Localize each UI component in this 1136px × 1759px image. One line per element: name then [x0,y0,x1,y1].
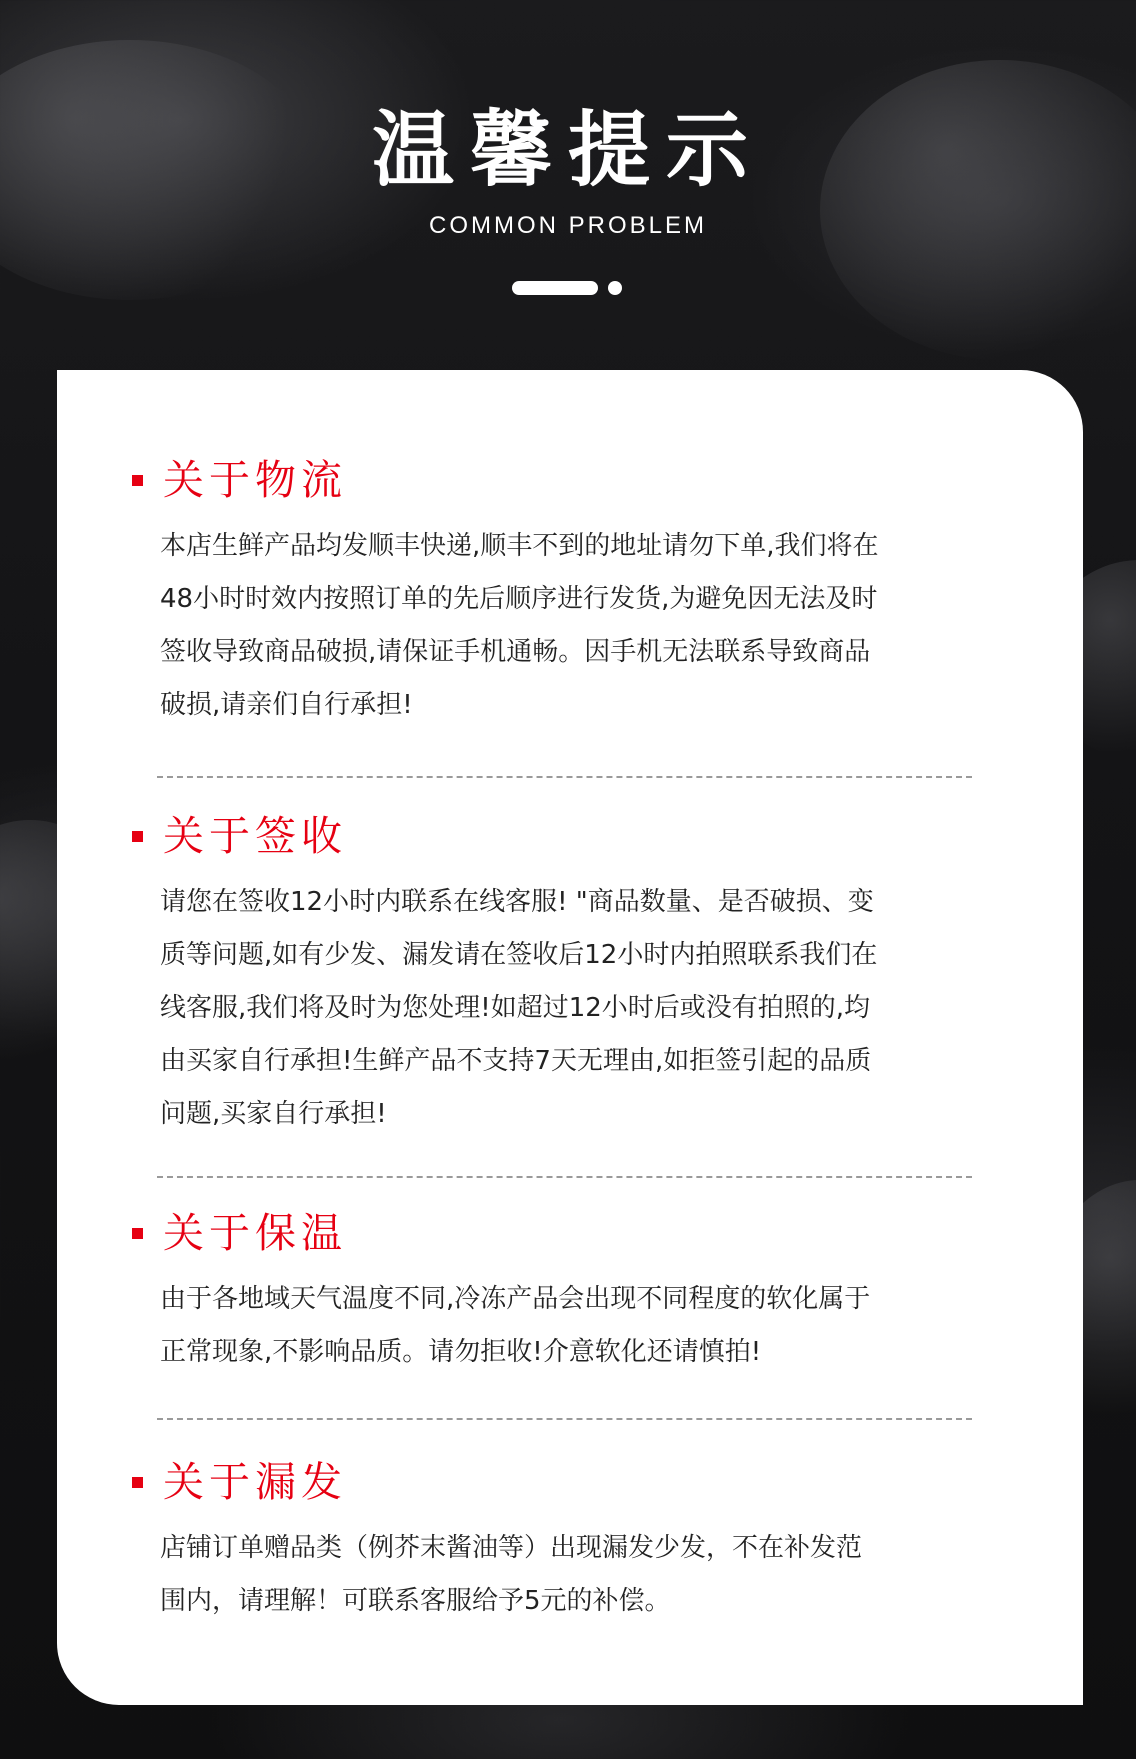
body-line: 问题,买家自行承担! [160,1099,387,1129]
body-line: 破损,请亲们自行承担! [160,690,413,720]
section-title: 关于漏发 [163,1458,347,1506]
body-line: 由于各地域天气温度不同,冷冻产品会出现不同程度的软化属于 [160,1284,871,1314]
title-decoration [512,281,622,295]
body-line: 围内，请理解！可联系客服给予5元的补偿。 [160,1586,671,1616]
section-heading [132,1203,347,1263]
page-title: 温馨提示 [371,102,764,198]
body-line: 本店生鲜产品均发顺丰快递,顺丰不到的地址请勿下单,我们将在 [160,531,879,561]
section-body [160,520,1060,732]
square-bullet-icon [132,1477,143,1488]
body-line: 店铺订单赠品类（例芥末酱油等）出现漏发少发，不在补发范 [160,1533,863,1563]
body-line: 请您在签收12小时内联系在线客服! "商品数量、是否破损、变 [160,887,874,917]
section-body [160,1273,1060,1379]
dashed-divider [157,1176,972,1178]
section-title: 关于签收 [163,812,347,860]
body-line: 正常现象,不影响品质。请勿拒收!介意软化还请慎拍! [160,1337,762,1367]
section-heading [132,450,347,510]
section-heading [132,1452,347,1512]
body-line: 签收导致商品破损,请保证手机通畅。因手机无法联系导致商品 [160,637,871,667]
section-title: 关于物流 [163,456,347,504]
body-line: 质等问题,如有少发、漏发请在签收后12小时内拍照联系我们在 [160,940,878,970]
decoration-dot [608,281,622,295]
notice-card [57,370,1083,1705]
dashed-divider [157,1418,972,1420]
page-subtitle: COMMON PROBLEM [428,212,707,239]
section-title: 关于保温 [163,1209,347,1257]
body-line: 由买家自行承担!生鲜产品不支持7天无理由,如拒签引起的品质 [160,1046,872,1076]
body-line: 48小时时效内按照订单的先后顺序进行发货,为避免因无法及时 [160,584,878,614]
square-bullet-icon [132,1228,143,1239]
page-header [0,0,1136,370]
dashed-divider [157,776,972,778]
decoration-bar [512,281,598,295]
section-body [160,876,1060,1141]
section-body [160,1522,1060,1628]
body-line: 线客服,我们将及时为您处理!如超过12小时后或没有拍照的,均 [160,993,871,1023]
section-heading [132,806,347,866]
square-bullet-icon [132,831,143,842]
square-bullet-icon [132,475,143,486]
